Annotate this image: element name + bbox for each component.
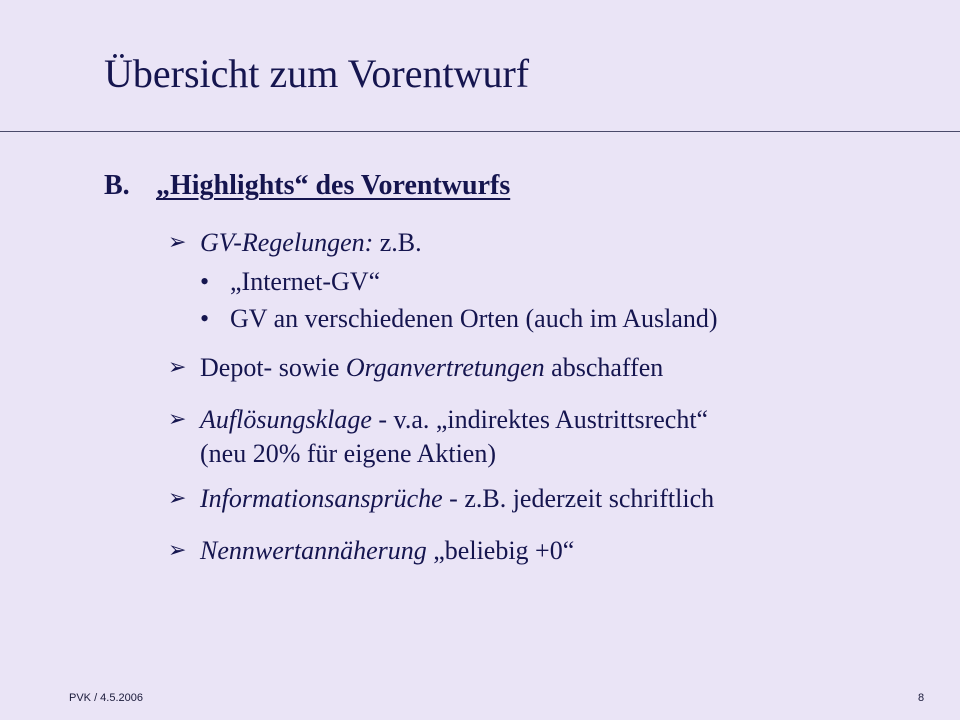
- arrow-bullet-icon: ➢: [168, 355, 187, 380]
- bullet-italic-text: Informationsansprüche: [200, 484, 443, 513]
- footer-date: PVK / 4.5.2006: [69, 692, 143, 704]
- bullet-italic-text: Auflösungsklage: [200, 405, 372, 434]
- bullet-informationsansprueche: [168, 482, 714, 516]
- section-title: „Highlights“ des Vorentwurfs: [156, 170, 511, 201]
- subitem-text: GV an verschiedenen Orten (auch im Ausland): [230, 304, 718, 333]
- arrow-bullet-icon: ➢: [168, 407, 187, 432]
- bullet-italic-text: GV-Regelungen:: [200, 228, 374, 257]
- slide-title: Übersicht zum Vorentwurf: [104, 51, 530, 96]
- bullet-depotvertretung: [168, 351, 663, 385]
- title-divider: [0, 131, 960, 132]
- arrow-bullet-icon: ➢: [168, 230, 187, 255]
- arrow-bullet-icon: ➢: [168, 486, 187, 511]
- bullet-text: - z.B. jederzeit schriftlich: [442, 484, 715, 513]
- bullet-nennwertannaeherung: [168, 534, 574, 568]
- bullet-italic-text: Nennwertannäherung: [200, 536, 427, 565]
- subitem-text: „Internet-GV“: [230, 267, 381, 296]
- bullet-pre-text: Depot- sowie: [200, 353, 346, 382]
- arrow-bullet-icon: ➢: [168, 538, 187, 563]
- bullet-text: z.B.: [373, 228, 422, 257]
- section-letter: B.: [104, 170, 130, 201]
- dot-bullet-icon: •: [200, 267, 210, 296]
- bullet-aufloesungsklage: [168, 403, 708, 471]
- dot-bullet-icon: •: [200, 304, 210, 333]
- bullet-gv-regelungen: [168, 226, 422, 260]
- subitem-internet-gv: [200, 265, 380, 299]
- bullet-text: „beliebig +0“: [426, 536, 575, 565]
- bullet-continuation: (neu 20% für eigene Aktien): [200, 439, 497, 468]
- page-number: 8: [918, 692, 925, 704]
- bullet-text: abschaffen: [544, 353, 664, 382]
- bullet-text: - v.a. „indirektes Austrittsrecht“: [371, 405, 709, 434]
- section-heading: [104, 168, 510, 204]
- subitem-gv-orte: [200, 302, 718, 336]
- bullet-italic-text: Organvertretungen: [345, 353, 545, 382]
